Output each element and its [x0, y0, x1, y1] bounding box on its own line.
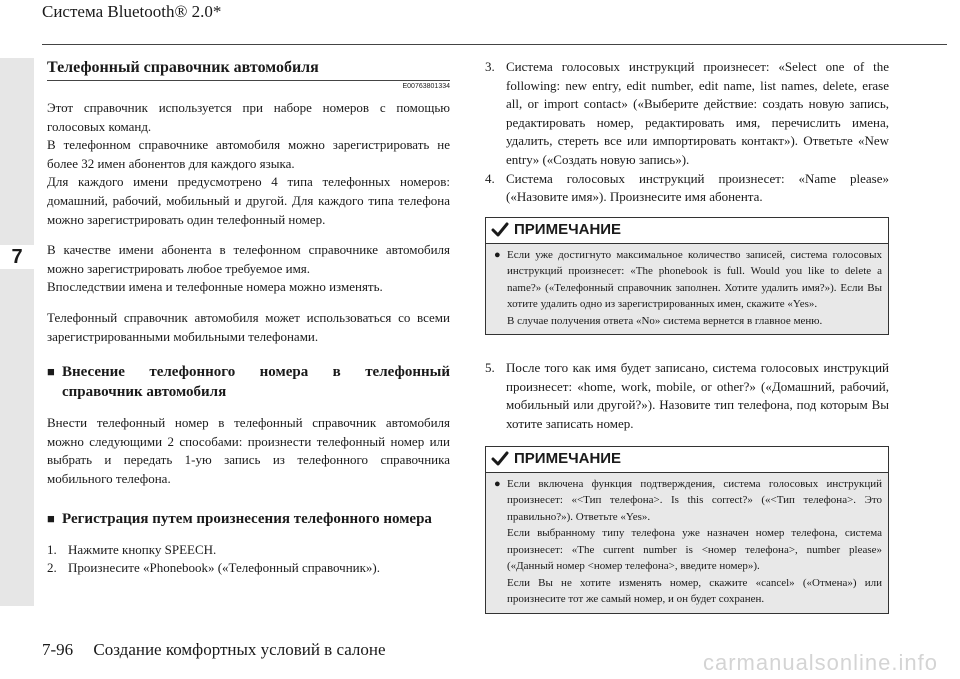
left-column — [47, 58, 450, 578]
step-item — [47, 559, 450, 578]
step-number: 2. — [47, 560, 57, 576]
subsection-body: Внести телефонный номер в телефонный справочник автомобиля можно следующими 2 способами: произнести телефонный номер или выбрать и передать 1-ую запись из телефонного справочника мобильного телефона. — [47, 415, 450, 486]
section-title: Телефонный справочник автомобиля — [47, 58, 450, 81]
note-content — [486, 473, 888, 613]
page-number: 7-96 — [42, 640, 74, 659]
step-text: Система голосовых инструкций произнесет: «Select one of the following: new entry, edit number, edit name, list names, delete, erase all, or import contact» («Выберите действие: создать новую запись, редактировать номер, редактировать имя, перечислить имена, удалить, стереть все или импортировать контакт»). Ответьте «New entry» («Создать новую запись»). — [506, 59, 889, 167]
subsection-title: Внесение телефонного номера в телефонный справочник автомобиля — [62, 364, 450, 401]
right-column — [485, 58, 889, 614]
chapter-number: 7 — [0, 245, 34, 269]
note-line: Если включена функция подтверждения, система голосовых инструкций произнесет: «<Тип телефона>. Is this correct?» («<Тип телефона>. Это правильно?»). Ответьте «Yes». — [507, 477, 882, 523]
round-bullet-icon: ● — [494, 248, 501, 261]
step-item — [47, 541, 450, 560]
note-title: ПРИМЕЧАНИЕ — [514, 449, 622, 467]
step-list — [485, 58, 889, 207]
step-number: 4. — [485, 170, 495, 186]
step-item — [485, 170, 889, 207]
names-line: В качестве имени абонента в телефонном справочнике автомобиля можно зарегистрировать любое требуемое имя. — [47, 242, 450, 276]
names-paragraph — [47, 241, 450, 297]
note-line: В случае получения ответа «No» система вернется в главное меню. — [507, 314, 823, 327]
note-header — [486, 447, 888, 473]
intro-line: Для каждого имени предусмотрено 4 типа телефонных номеров: домашний, рабочий, мобильный и другой. Для каждого типа телефона можно зарегистрировать один телефонный номер. — [47, 174, 450, 227]
subsection-heading — [47, 362, 450, 402]
step-text: Произнесите «Phonebook» («Телефонный справочник»). — [68, 560, 381, 576]
note-text — [507, 476, 882, 608]
note-text — [507, 247, 882, 330]
note-header — [486, 218, 888, 244]
header-title: Система Bluetooth® 2.0* — [42, 2, 222, 21]
note-box — [485, 446, 889, 614]
section-code: E00763801334 — [402, 83, 450, 90]
step-number: 1. — [47, 541, 57, 557]
intro-line: Этот справочник используется при наборе номеров с помощью голосовых команд. — [47, 100, 450, 134]
step-item — [485, 58, 889, 170]
checkmark-icon — [491, 450, 509, 468]
step-text: Нажмите кнопку SPEECH. — [68, 541, 217, 557]
checkmark-icon — [491, 221, 509, 239]
usage-paragraph: Телефонный справочник автомобиля может использоваться со всеми зарегистрированными мобильными телефонами. — [47, 309, 450, 344]
step-item — [485, 359, 889, 433]
note-box — [485, 217, 889, 336]
note-line: Если выбранному типу телефона уже назначен номер телефона, система произнесет: «The current number is <номер телефона>, number please» («Данный номер <номер телефона>, введите номер»). — [507, 527, 882, 573]
intro-line: В телефонном справочнике автомобиля можно зарегистрировать не более 32 имен абонентов для каждого языка. — [47, 137, 450, 171]
step-number: 5. — [485, 360, 495, 376]
page-footer — [42, 640, 386, 660]
names-line: Впоследствии имена и телефонные номера можно изменять. — [47, 279, 383, 295]
note-line: Если уже достигнуто максимальное количество записей, система голосовых инструкций произнесет: «The phonebook is full. Would you like to delete a name?» («Телефонный справочник заполнен. Хотите удалить имя?»). Если Вы хотите удалить одно из зарегистрированных имен, скажите «Yes». — [507, 248, 882, 311]
step-list — [47, 541, 450, 578]
square-bullet-icon: ■ — [47, 364, 55, 380]
note-content — [486, 244, 888, 335]
header-rule — [42, 44, 947, 45]
subsection-heading — [47, 509, 450, 529]
round-bullet-icon: ● — [494, 477, 501, 490]
footer-section: Создание комфортных условий в салоне — [93, 640, 386, 659]
subsection-title: Регистрация путем произнесения телефонного номера — [62, 510, 432, 527]
note-title: ПРИМЕЧАНИЕ — [514, 220, 622, 238]
square-bullet-icon: ■ — [47, 510, 55, 526]
step-text: Система голосовых инструкций произнесет: «Name please» («Назовите имя»). Произнесите имя абонента. — [506, 170, 889, 205]
step-list — [485, 359, 889, 433]
step-text: После того как имя будет записано, система голосовых инструкций произнесет: «home, work, mobile, or other?» («Домашний, рабочий, мобильный или другой?»). Назовите тип телефона, под которым Вы хотите записать номер. — [506, 360, 889, 432]
note-line: Если Вы не хотите изменять номер, скажите «cancel» («Отмена») или произнесите тот же самый номер, и он будет сохранен. — [507, 576, 882, 606]
watermark: carmanualsonline.info — [702, 650, 938, 675]
chapter-side-tab — [0, 58, 34, 606]
intro-paragraph — [47, 99, 450, 229]
step-number: 3. — [485, 59, 495, 74]
